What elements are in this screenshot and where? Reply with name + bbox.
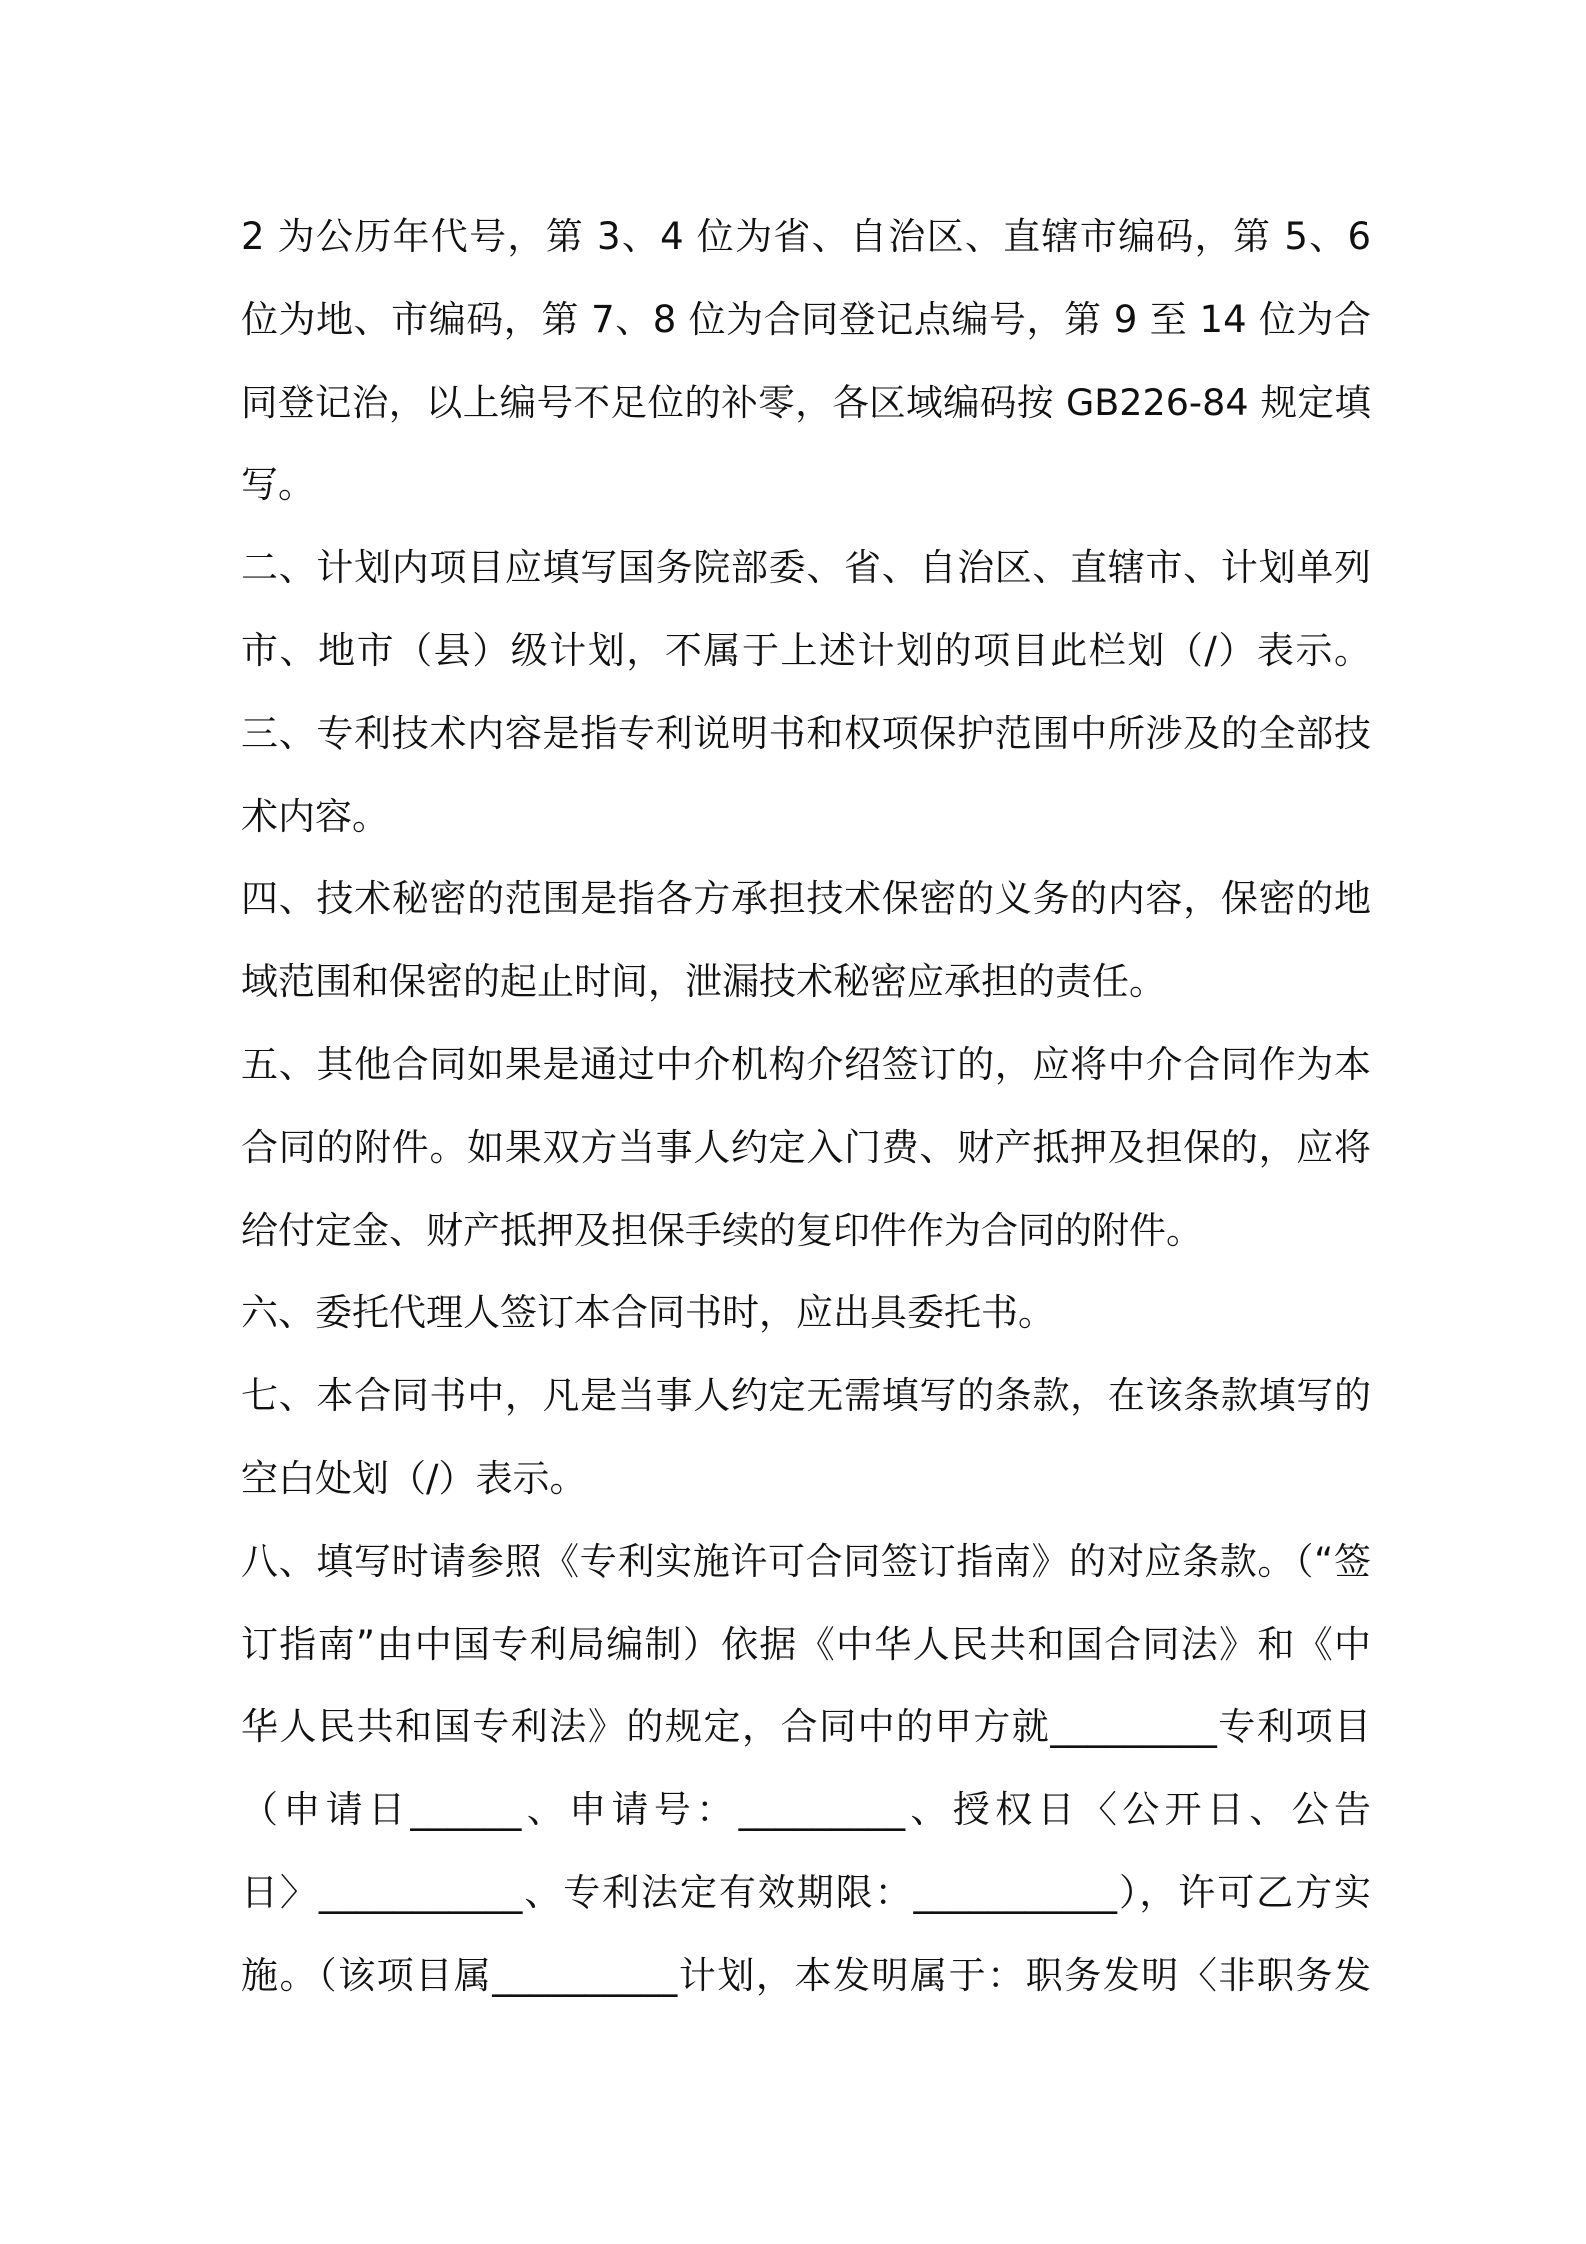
text-line: 写。 [241, 463, 315, 507]
text-line: 八、填写时请参照《专利实施许可合同签订指南》的对应条款。（“签 [241, 1539, 1371, 1583]
text-line: 订指南”由中国专利局编制）依据《中华人民共和国合同法》和《中 [241, 1622, 1371, 1666]
text-line: 合同的附件。如果双方当事人约定入门费、财产抵押及担保的，应将 [241, 1125, 1371, 1169]
text-line: 五、其他合同如果是通过中介机构介绍签订的，应将中介合同作为本 [241, 1042, 1371, 1086]
text-line: 给付定金、财产抵押及担保手续的复印件作为合同的附件。 [241, 1208, 1203, 1252]
text-line: （申请日______、申请号：_________、授权日〈公开日、公告 [241, 1788, 1371, 1832]
text-line: 七、本合同书中，凡是当事人约定无需填写的条款，在该条款填写的 [241, 1374, 1371, 1418]
text-line: 华人民共和国专利法》的规定，合同中的甲方就_________专利项目 [241, 1705, 1371, 1749]
text-line: 空白处划（/）表示。 [241, 1456, 587, 1500]
text-line: 日〉___________、专利法定有效期限：___________），许可乙方实 [241, 1870, 1371, 1914]
text-line: 同登记治，以上编号不足位的补零，各区域编码按 GB226-84 规定填 [241, 380, 1371, 424]
text-line: 2 为公历年代号，第 3、4 位为省、自治区、直辖市编码，第 5、6 [241, 215, 1371, 258]
text-line: 六、委托代理人签订本合同书时，应出具委托书。 [241, 1291, 1055, 1335]
text-line: 三、专利技术内容是指专利说明书和权项保护范围中所涉及的全部技 [241, 711, 1371, 755]
text-line: 施。（该项目属__________计划，本发明属于：职务发明〈非职务发 [241, 1953, 1371, 1997]
text-line: 域范围和保密的起止时间，泄漏技术秘密应承担的责任。 [241, 960, 1166, 1004]
document-body [241, 196, 1371, 2018]
text-line: 二、计划内项目应填写国务院部委、省、自治区、直辖市、计划单列 [241, 546, 1371, 590]
text-line: 术内容。 [241, 794, 389, 838]
text-line: 市、地市（县）级计划，不属于上述计划的项目此栏划（/）表示。 [241, 628, 1371, 672]
text-line: 位为地、市编码，第 7、8 位为合同登记点编号，第 9 至 14 位为合 [241, 297, 1371, 341]
text-line: 四、技术秘密的范围是指各方承担技术保密的义务的内容，保密的地 [241, 877, 1371, 921]
